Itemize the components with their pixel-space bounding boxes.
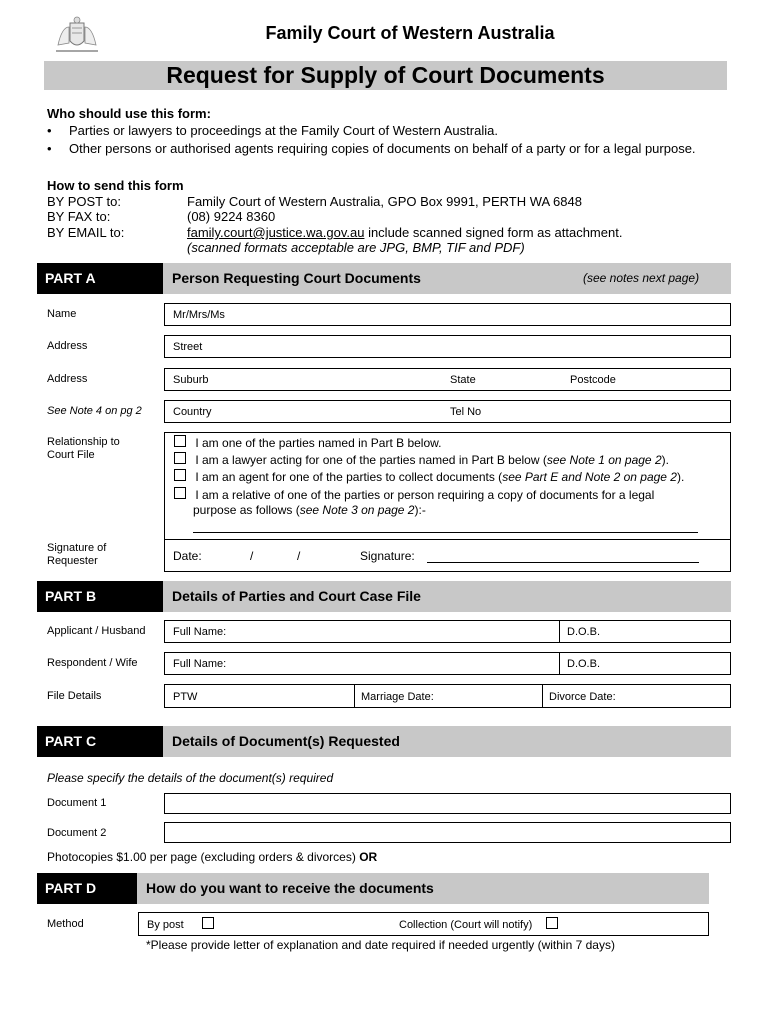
postcode-label: Postcode (570, 374, 616, 386)
option-text: I am an agent for one of the parties to collect documents ( (195, 470, 503, 484)
how-heading: How to send this form (47, 178, 184, 193)
photocopies-text: Photocopies $1.00 per page (excluding orders & divorces) (47, 850, 360, 864)
fax-label: BY FAX to: (47, 209, 111, 224)
divider (559, 653, 560, 674)
respondent-label: Respondent / Wife (47, 657, 138, 669)
bullet-item (47, 140, 727, 174)
bullet-text: Parties or lawyers to proceedings at the Family Court of Western Australia. (69, 123, 498, 138)
ptw-label: PTW (173, 691, 198, 703)
fax-number: (08) 9224 8360 (187, 209, 276, 224)
address-label: Address (47, 373, 88, 385)
applicant-label: Applicant / Husband (47, 625, 146, 637)
document-instruction: Please specify the details of the document(s) required (47, 771, 334, 785)
document-1-label: Document 1 (47, 797, 107, 809)
signature-label-line1: Signature of (47, 542, 107, 554)
part-d-title: How do you want to receive the documents (137, 873, 709, 904)
option-note: see Part E and Note 2 on page 2 (502, 470, 677, 484)
scan-format-note: (scanned formats acceptable are JPG, BMP, TIF and PDF) (187, 240, 525, 255)
form-title: Request for Supply of Court Documents (44, 61, 727, 90)
bullet-text: Other persons or authorised agents requiring copies of documents on behalf of a party or for a legal purpose. (69, 141, 696, 156)
checkbox[interactable] (174, 469, 186, 481)
relationship-box (164, 432, 731, 540)
date-label: Date: (173, 549, 202, 563)
bullet-item (47, 122, 727, 139)
relationship-option-party[interactable] (174, 435, 441, 452)
name-field[interactable] (164, 303, 731, 326)
relationship-label-line2: Court File (47, 449, 95, 461)
email-label: BY EMAIL to: (47, 225, 125, 240)
option-note: see Note 3 on page 2 (299, 503, 415, 517)
urgent-note: *Please provide letter of explanation and date required if needed urgently (within 7 days) (146, 938, 615, 952)
document-2-label: Document 2 (47, 827, 107, 839)
part-a-header (163, 263, 731, 294)
relationship-label-line1: Relationship to (47, 436, 120, 448)
signature-box[interactable] (164, 539, 731, 572)
by-post-checkbox[interactable] (202, 917, 214, 929)
part-a-tag: PART A (37, 263, 163, 294)
street-label: Street (173, 341, 203, 353)
checkbox[interactable] (174, 487, 186, 499)
part-c-title: Details of Document(s) Requested (163, 726, 731, 757)
post-address: Family Court of Western Australia, GPO Box 9991, PERTH WA 6848 (187, 194, 582, 209)
applicant-field[interactable] (164, 620, 731, 643)
post-label: BY POST to: (47, 194, 121, 209)
part-d-tag: PART D (37, 873, 137, 904)
collection-label: Collection (Court will notify) (399, 919, 533, 931)
option-text-end: ). (676, 470, 685, 484)
court-name: Family Court of Western Australia (265, 23, 555, 43)
full-name-label: Full Name: (173, 626, 227, 638)
checkbox[interactable] (174, 435, 186, 447)
respondent-field[interactable] (164, 652, 731, 675)
relationship-option-lawyer[interactable] (174, 452, 669, 469)
email-suffix: include scanned signed form as attachment. (364, 225, 623, 240)
file-details-label: File Details (47, 690, 102, 702)
option-text: purpose as follows ( (193, 503, 300, 517)
option-text: I am a relative of one of the parties or person requiring a copy of documents for a legal (195, 488, 655, 502)
state-label: State (450, 374, 476, 386)
collection-checkbox[interactable] (546, 917, 558, 929)
email-link[interactable]: family.court@justice.wa.gov.au (187, 225, 365, 240)
signature-line[interactable] (427, 562, 699, 563)
marriage-date-label: Marriage Date: (361, 691, 434, 703)
relationship-label (47, 436, 120, 462)
divider (542, 685, 543, 707)
dob-label: D.O.B. (567, 626, 601, 638)
checkbox[interactable] (174, 452, 186, 464)
address-label: Address (47, 340, 88, 352)
purpose-line[interactable] (193, 532, 698, 533)
part-a-title: Person Requesting Court Documents (172, 270, 421, 286)
signature-label (47, 542, 106, 568)
part-b-tag: PART B (37, 581, 163, 612)
date-separator: / (250, 549, 254, 563)
photocopies-note (47, 850, 377, 864)
signature-label-line2: Requester (47, 555, 98, 567)
name-prefix: Mr/Mrs/Ms (173, 309, 225, 321)
relationship-option-relative-cont (193, 502, 426, 519)
full-name-label: Full Name: (173, 658, 227, 670)
option-text-end: ). (661, 453, 669, 467)
method-field (138, 912, 709, 936)
method-label: Method (47, 918, 84, 930)
divider (559, 621, 560, 642)
signature-text: Signature: (360, 549, 415, 563)
suburb-state-postcode-field[interactable] (164, 368, 731, 391)
option-text: I am a lawyer acting for one of the parties named in Part B below ( (195, 453, 547, 467)
suburb-label: Suburb (173, 374, 209, 386)
dob-label: D.O.B. (567, 658, 601, 670)
option-text-end: ):- (414, 503, 426, 517)
part-c-tag: PART C (37, 726, 163, 757)
email-line (187, 225, 622, 240)
document-2-field[interactable] (164, 822, 731, 843)
street-field[interactable] (164, 335, 731, 358)
coat-of-arms-logo (54, 15, 100, 57)
divorce-date-label: Divorce Date: (549, 691, 616, 703)
document-1-field[interactable] (164, 793, 731, 814)
country-label: Country (173, 406, 212, 418)
see-notes-next-page: (see notes next page) (583, 271, 700, 285)
country-tel-field[interactable] (164, 400, 731, 423)
part-b-title: Details of Parties and Court Case File (163, 581, 731, 612)
bullet-icon: • (47, 141, 52, 156)
option-note: see Note 1 on page 2 (546, 453, 662, 467)
note-4-label: See Note 4 on pg 2 (47, 405, 142, 417)
name-label: Name (47, 308, 77, 320)
file-details-field[interactable] (164, 684, 731, 708)
divider (354, 685, 355, 707)
who-heading: Who should use this form: (47, 106, 211, 121)
tel-label: Tel No (450, 406, 482, 418)
option-text: I am one of the parties named in Part B below. (195, 436, 442, 450)
by-post-label: By post (147, 919, 184, 931)
date-separator: / (297, 549, 301, 563)
or-text: OR (359, 850, 378, 864)
bullet-icon: • (47, 123, 52, 138)
relationship-option-agent[interactable] (174, 469, 684, 486)
